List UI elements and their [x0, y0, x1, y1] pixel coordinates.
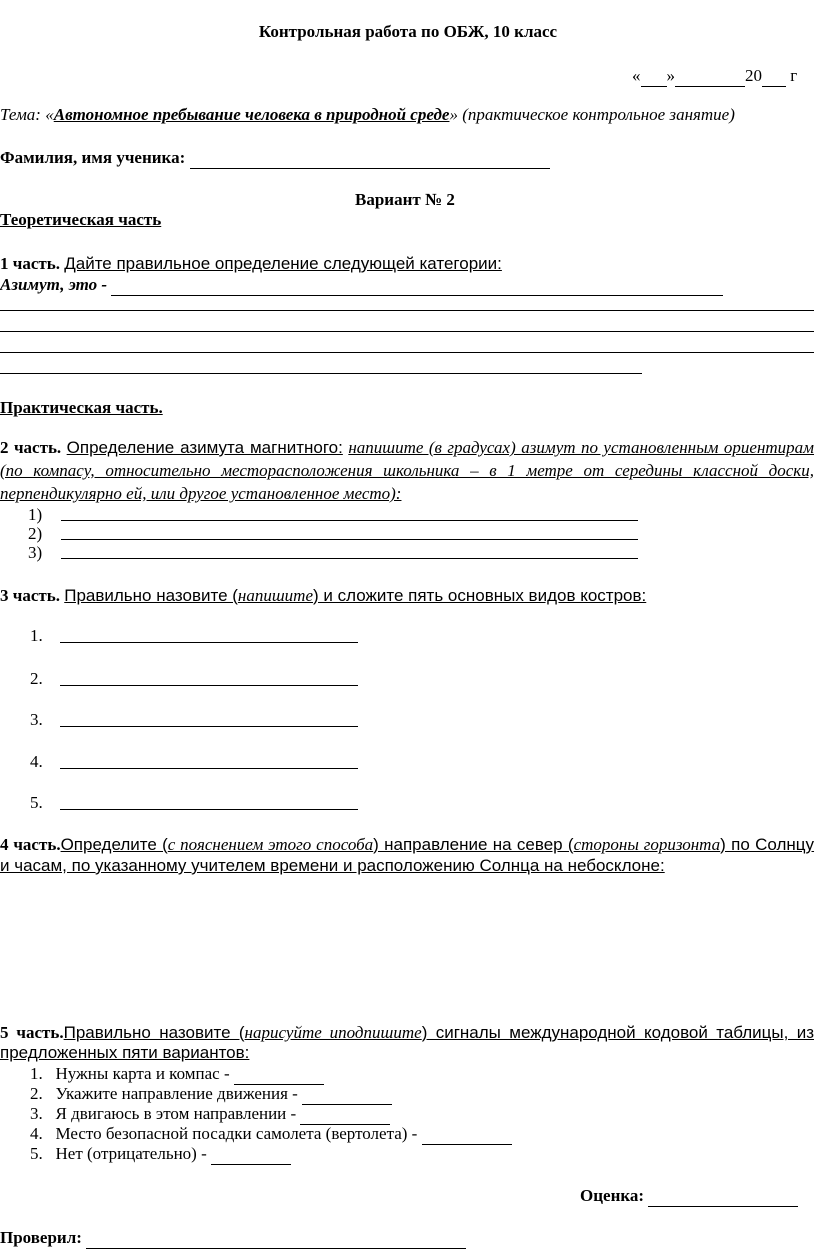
part1-term: Азимут, это - — [0, 275, 108, 294]
part3-answer-field-5[interactable] — [60, 809, 358, 810]
part3-text-c: ) и сложите пять основных видов костров: — [313, 586, 647, 605]
part4-text — [61, 835, 814, 854]
part5-item-number: 2. — [30, 1084, 43, 1103]
part1-label: 1 часть. — [0, 254, 60, 273]
part1-answer-line-5[interactable] — [0, 373, 642, 374]
part2-lead: Определение азимута магнитного: — [66, 438, 343, 457]
part4-text-4: стороны горизонта — [573, 835, 721, 854]
part2-answer-field-2[interactable] — [61, 539, 638, 540]
part3-text-b: напишите — [237, 586, 313, 605]
part1-answer-line-3[interactable] — [0, 331, 814, 332]
part5-answer-field-3[interactable] — [300, 1104, 390, 1125]
topic-suffix: » (практическое контрольное занятие) — [449, 105, 735, 124]
grade-row — [580, 1186, 798, 1207]
part5-text — [64, 1023, 814, 1042]
part2-line-2: (по компасу, относительно месторасположения школьника – в 1 метре от середины классной доски, — [0, 461, 814, 480]
part2-line-1 — [0, 438, 814, 458]
student-name-field[interactable] — [190, 148, 550, 169]
part2-label: 2 часть. — [0, 438, 62, 457]
part5-item-text: Место безопасной посадки самолета (вертолета) - — [55, 1124, 418, 1143]
part1-answer-line-2[interactable] — [0, 310, 814, 311]
part5-line-2: предложенных пяти вариантов: — [0, 1043, 250, 1062]
part4-line-1 — [0, 835, 814, 855]
part3-item-2 — [30, 669, 43, 689]
part3-answer-field-1[interactable] — [60, 642, 358, 643]
part5-text-2: нарисуйте иподпишите — [244, 1023, 422, 1042]
topic-name: Автономное пребывание человека в природной среде — [53, 105, 450, 124]
date-close-quote: » — [666, 66, 675, 85]
part3-text-a: Правильно назовите ( — [64, 586, 238, 605]
part5-item-number: 3. — [30, 1104, 43, 1123]
part5-item-4 — [30, 1124, 512, 1145]
part3-item-1 — [30, 626, 43, 646]
part5-answer-field-1[interactable] — [234, 1064, 324, 1085]
date-line — [632, 66, 797, 87]
part5-item-5 — [30, 1144, 291, 1165]
part3-item-number: 4. — [30, 752, 43, 771]
date-year-field[interactable] — [762, 66, 786, 87]
part2-answer-field-1[interactable] — [61, 520, 638, 521]
page-title: Контрольная работа по ОБЖ, 10 класс — [258, 22, 558, 41]
topic-prefix: Тема: « — [0, 105, 54, 124]
part3-item-number: 3. — [30, 710, 43, 729]
part3-item-number: 5. — [30, 793, 43, 812]
date-day-field[interactable] — [641, 66, 667, 87]
student-name-row — [0, 148, 550, 169]
part4-text-1: Определите ( — [60, 835, 168, 854]
practice-heading: Практическая часть. — [0, 398, 163, 417]
part2-item-number: 1) — [28, 505, 43, 524]
grade-label: Оценка: — [580, 1186, 645, 1205]
part5-item-text: Нужны карта и компас - — [55, 1064, 230, 1083]
part5-line-1 — [0, 1023, 814, 1043]
part3-item-number: 1. — [30, 626, 43, 645]
part2-line-3: перпендикулярно ей, или другое установленное место): — [0, 484, 402, 503]
part5-item-text: Укажите направление движения - — [55, 1084, 298, 1103]
part3-item-3 — [30, 710, 43, 730]
part2-item-3 — [28, 543, 42, 563]
theory-heading: Теоретическая часть — [0, 210, 162, 229]
part4-text-2: с пояснением этого способа — [167, 835, 374, 854]
part2-answer-field-3[interactable] — [61, 558, 638, 559]
part1-question — [0, 254, 502, 274]
topic-line — [0, 105, 735, 125]
part5-item-number: 4. — [30, 1124, 43, 1143]
part2-item-number: 2) — [28, 524, 43, 543]
part3-item-number: 2. — [30, 669, 43, 688]
checked-label: Проверил: — [0, 1228, 82, 1247]
date-year-prefix: 20 — [745, 66, 762, 85]
part5-text-1: Правильно назовите ( — [63, 1023, 245, 1042]
student-name-label: Фамилия, имя ученика: — [0, 148, 186, 167]
part1-answer-row — [0, 275, 723, 296]
variant-title: Вариант № 2 — [355, 190, 455, 209]
part4-label: 4 часть. — [0, 835, 61, 854]
part4-text-3: ) направление на север ( — [373, 835, 574, 854]
date-year-suffix: г — [790, 66, 798, 85]
part3-text — [64, 586, 646, 605]
part2-item-1 — [28, 505, 42, 525]
part5-item-text: Нет (отрицательно) - — [55, 1144, 207, 1163]
part3-question — [0, 586, 646, 606]
part2-instruction-1: напишите (в градусах) азимут по установленным ориентирам — [348, 438, 815, 457]
part5-item-2 — [30, 1084, 392, 1105]
part2-item-number: 3) — [28, 543, 43, 562]
part4-answer-area[interactable] — [0, 880, 814, 1010]
checked-field[interactable] — [86, 1228, 466, 1249]
part3-answer-field-2[interactable] — [60, 685, 358, 686]
part3-item-5 — [30, 793, 43, 813]
part5-answer-field-4[interactable] — [422, 1124, 512, 1145]
part5-item-number: 5. — [30, 1144, 43, 1163]
part5-item-3 — [30, 1104, 390, 1125]
part5-label: 5 часть. — [0, 1023, 64, 1042]
part1-answer-field[interactable] — [111, 275, 723, 296]
part5-item-number: 1. — [30, 1064, 43, 1083]
part5-answer-field-5[interactable] — [211, 1144, 291, 1165]
part3-item-4 — [30, 752, 43, 772]
part4-line-2: и часам, по указанному учителем времени и расположению Солнца на небосклоне: — [0, 856, 665, 875]
part5-answer-field-2[interactable] — [302, 1084, 392, 1105]
date-month-field[interactable] — [675, 66, 745, 87]
part3-answer-field-3[interactable] — [60, 726, 358, 727]
part2-item-2 — [28, 524, 42, 544]
part1-answer-line-4[interactable] — [0, 352, 814, 353]
part3-label: 3 часть. — [0, 586, 60, 605]
part5-item-text: Я двигаюсь в этом направлении - — [55, 1104, 297, 1123]
date-open-quote: « — [632, 66, 641, 85]
part1-text: Дайте правильное определение следующей категории: — [64, 254, 502, 273]
grade-field[interactable] — [648, 1186, 798, 1207]
checked-row — [0, 1228, 466, 1249]
part5-item-1 — [30, 1064, 324, 1085]
part4-text-5: ) по Солнцу — [720, 835, 815, 854]
part5-text-3: ) сигналы международной кодовой таблицы, из — [421, 1023, 814, 1042]
part3-answer-field-4[interactable] — [60, 768, 358, 769]
